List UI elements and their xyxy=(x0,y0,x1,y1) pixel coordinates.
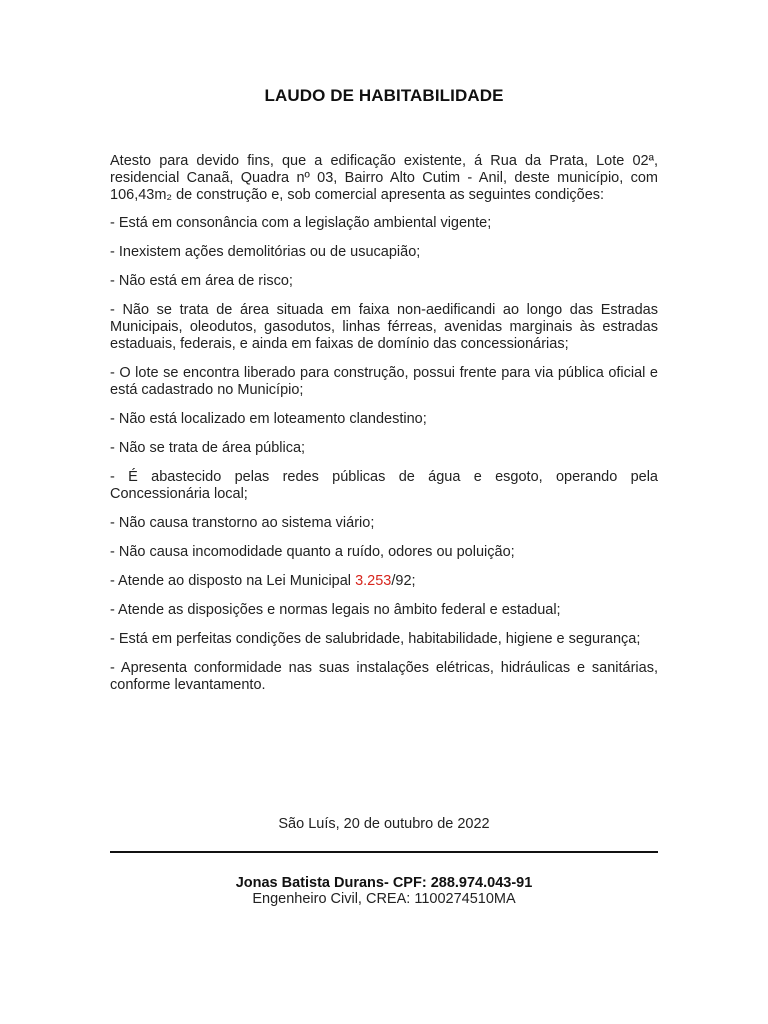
condition-item: - Não está em área de risco; xyxy=(110,273,293,289)
condition-item: - Atende as disposições e normas legais no âmbito federal e estadual; xyxy=(110,602,561,618)
condition-item: - Não está localizado em loteamento clandestino; xyxy=(110,411,427,427)
intro-paragraph: Atesto para devido fins, que a edificação existente, á Rua da Prata, Lote 02ª, residencial Canaã, Quadra nº 03, Bairro Alto Cutim - Anil, deste município, com 106,43m₂ de construção e, sob comercial apresenta as seguintes condições: xyxy=(110,153,658,203)
condition-item: - Não se trata de área pública; xyxy=(110,440,306,456)
signatory-role: Engenheiro Civil, CREA: 1100274510MA xyxy=(252,891,516,907)
condition-item: - Não se trata de área situada em faixa non-aedificandi ao longo das Estradas Municipais, oleodutos, gasodutos, linhas férreas, avenidas marginais às estradas estaduais, federais, e ainda em faixas de domínio das concessionárias; xyxy=(110,302,658,352)
condition-item: - Está em consonância com a legislação ambiental vigente; xyxy=(110,215,492,231)
condition-item: - Não causa incomodidade quanto a ruído, odores ou poluição; xyxy=(110,544,515,560)
condition-item: - É abastecido pelas redes públicas de água e esgoto, operando pela Concessionária local; xyxy=(110,469,658,502)
condition-item: - Está em perfeitas condições de salubridade, habitabilidade, higiene e segurança; xyxy=(110,631,641,647)
signature-line xyxy=(110,851,658,853)
condition-item: - O lote se encontra liberado para construção, possui frente para via pública oficial e está cadastrado no Município; xyxy=(110,365,658,398)
law-number-highlight: 3.253 xyxy=(355,573,392,589)
condition-item: - Inexistem ações demolitórias ou de usucapião; xyxy=(110,244,421,260)
document-body xyxy=(110,153,658,706)
condition-item: - Não causa transtorno ao sistema viário; xyxy=(110,515,375,531)
document-title: LAUDO DE HABITABILIDADE xyxy=(264,86,504,105)
law-prefix: - Atende ao disposto na Lei Municipal xyxy=(110,573,356,589)
signatory-name: Jonas Batista Durans- CPF: 288.974.043-91 xyxy=(235,875,533,891)
condition-item: - Apresenta conformidade nas suas instalações elétricas, hidráulicas e sanitárias, conforme levantamento. xyxy=(110,660,658,693)
law-suffix: /92; xyxy=(391,573,416,589)
date-line: São Luís, 20 de outubro de 2022 xyxy=(278,816,490,832)
law-condition-item xyxy=(110,573,658,590)
